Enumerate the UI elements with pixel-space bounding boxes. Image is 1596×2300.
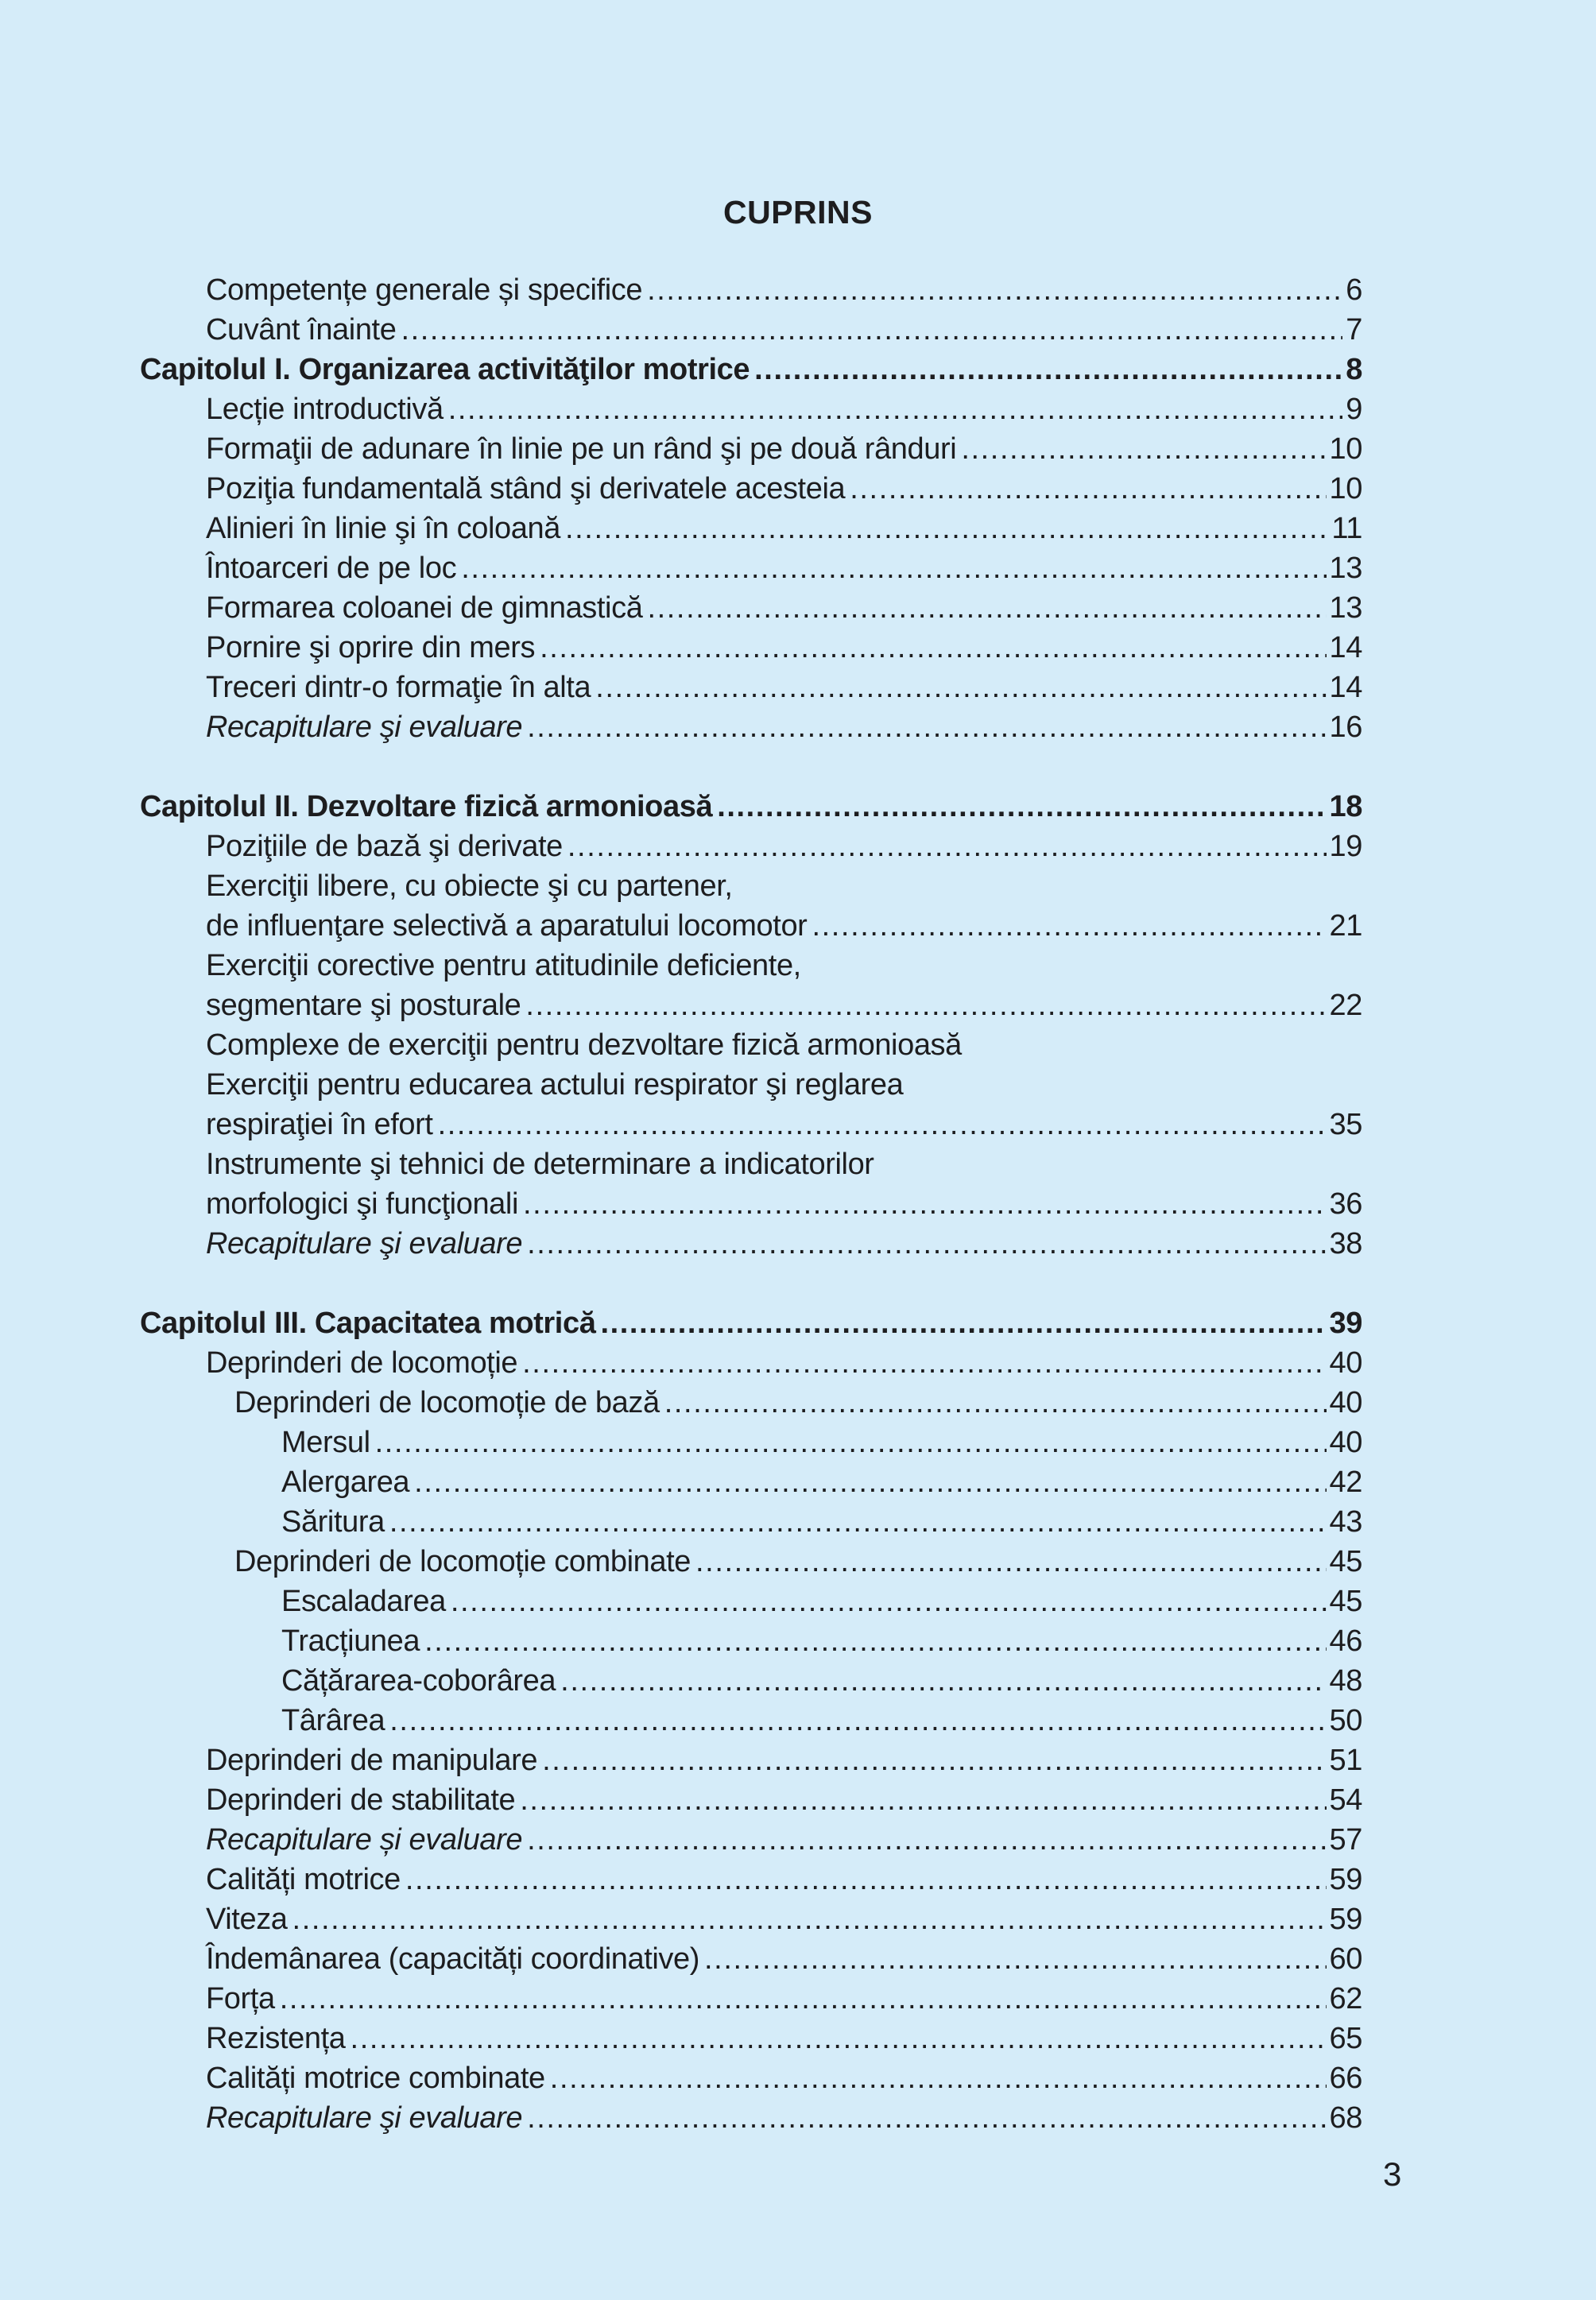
- toc-entry[interactable]: [206, 469, 1362, 509]
- toc-entry-page: 35: [1329, 1108, 1362, 1141]
- toc-recap-entry[interactable]: [206, 1820, 1362, 1860]
- dot-leader: [424, 1621, 1326, 1661]
- dot-leader: [438, 1105, 1327, 1144]
- toc-entry-title: Forța: [206, 1982, 275, 2015]
- dot-leader: [754, 350, 1342, 389]
- toc-entry[interactable]: [206, 2019, 1362, 2058]
- toc-entry[interactable]: [206, 1184, 1362, 1224]
- toc-entry[interactable]: [281, 1582, 1362, 1621]
- dot-leader: [565, 509, 1328, 548]
- toc-entry-page: 43: [1329, 1505, 1362, 1539]
- toc-entry[interactable]: [234, 1383, 1362, 1423]
- toc-entry-page: 48: [1329, 1664, 1362, 1698]
- toc-entry-line[interactable]: [206, 1065, 903, 1105]
- toc-entry-title: Lecție introductivă: [206, 393, 444, 426]
- toc-entry-title: Poziţiile de bază şi derivate: [206, 830, 563, 863]
- toc-entry[interactable]: [206, 668, 1362, 707]
- toc-chapter-entry[interactable]: [140, 787, 1362, 827]
- toc-entry-page: 40: [1329, 1346, 1362, 1380]
- toc-entry-page: 60: [1329, 1942, 1362, 1976]
- dot-leader: [550, 2058, 1327, 2098]
- toc-entry-page: 16: [1329, 711, 1362, 744]
- toc-entry[interactable]: [206, 2058, 1362, 2098]
- toc-entry-title: Deprinderi de manipulare: [206, 1744, 538, 1777]
- toc-entry[interactable]: [206, 588, 1362, 628]
- toc-entry-title: Alergarea: [281, 1466, 410, 1499]
- toc-recap-entry[interactable]: [206, 707, 1362, 747]
- toc-entry-title: Treceri dintr-o formaţie în alta: [206, 671, 591, 704]
- dot-leader: [664, 1383, 1327, 1423]
- page-number: 3: [1383, 2155, 1402, 2193]
- toc-entry-title: morfologici şi funcţionali: [206, 1187, 518, 1221]
- toc-entry-title: Recapitulare şi evaluare: [206, 1227, 523, 1260]
- toc-entry-page: 6: [1346, 273, 1362, 307]
- toc-entry[interactable]: [206, 1939, 1362, 1979]
- dot-leader: [414, 1462, 1326, 1502]
- toc-entry-title: Rezistența: [206, 2022, 346, 2055]
- dot-leader: [461, 548, 1326, 588]
- toc-entry[interactable]: [206, 310, 1362, 350]
- toc-entry-title: Tracțiunea: [281, 1624, 420, 1658]
- dot-leader: [961, 429, 1326, 469]
- toc-entry-title: Competențe generale și specifice: [206, 273, 643, 307]
- toc-entry-page: 13: [1329, 552, 1362, 585]
- toc-entry-page: 68: [1329, 2101, 1362, 2135]
- dot-leader: [401, 310, 1342, 350]
- toc-entry-page: 39: [1329, 1307, 1362, 1340]
- toc-entry-page: 59: [1329, 1903, 1362, 1936]
- toc-entry[interactable]: [206, 1899, 1362, 1939]
- dot-leader: [448, 389, 1343, 429]
- toc-entry-page: 40: [1329, 1386, 1362, 1419]
- dot-leader: [850, 469, 1326, 509]
- toc-entry-page: 50: [1329, 1704, 1362, 1737]
- toc-entry-line[interactable]: [206, 946, 801, 985]
- toc-entry[interactable]: [206, 628, 1362, 668]
- toc-entry[interactable]: [281, 1423, 1362, 1462]
- toc-entry-page: 59: [1329, 1863, 1362, 1896]
- toc-entry-page: 21: [1329, 909, 1362, 943]
- toc-chapter-entry[interactable]: [140, 1303, 1362, 1343]
- dot-leader: [600, 1303, 1326, 1343]
- toc-entry[interactable]: [206, 429, 1362, 469]
- dot-leader: [405, 1860, 1327, 1899]
- dot-leader: [812, 906, 1326, 946]
- dot-leader: [351, 2019, 1327, 2058]
- dot-leader: [695, 1542, 1327, 1582]
- toc-entry-title: Exerciţii pentru educarea actului respirator şi reglarea: [206, 1068, 904, 1102]
- dot-leader: [522, 1343, 1326, 1383]
- toc-entry-title: de influenţare selectivă a aparatului locomotor: [206, 909, 808, 943]
- dot-leader: [375, 1423, 1327, 1462]
- toc-entry[interactable]: [206, 906, 1362, 946]
- dot-leader: [647, 588, 1326, 628]
- toc-entry-page: 10: [1329, 432, 1362, 466]
- toc-entry-page: 51: [1329, 1744, 1362, 1777]
- toc-entry[interactable]: [281, 1701, 1362, 1740]
- toc-entry-page: 19: [1329, 830, 1362, 863]
- dot-leader: [647, 270, 1342, 310]
- toc-entry-page: 11: [1331, 512, 1362, 545]
- dot-leader: [527, 1224, 1326, 1264]
- dot-leader: [523, 1184, 1327, 1224]
- toc-entry[interactable]: [206, 1343, 1362, 1383]
- toc-recap-entry[interactable]: [206, 1224, 1362, 1264]
- toc-entry-title: Târârea: [281, 1704, 385, 1737]
- toc-entry-title: Capitolul III. Capacitatea motrică: [140, 1307, 596, 1340]
- toc-entry-title: Întoarceri de pe loc: [206, 552, 457, 585]
- dot-leader: [280, 1979, 1327, 2019]
- toc-entry-title: Pornire şi oprire din mers: [206, 631, 536, 664]
- page-title: CUPRINS: [722, 194, 874, 230]
- toc-entry[interactable]: [206, 1780, 1362, 1820]
- toc-recap-entry[interactable]: [206, 2098, 1362, 2138]
- toc-entry-title: Recapitulare şi evaluare: [206, 2101, 523, 2135]
- dot-leader: [595, 668, 1326, 707]
- toc-entry-title: Îndemânarea (capacități coordinative): [206, 1942, 699, 1976]
- toc-entry-page: 65: [1329, 2022, 1362, 2055]
- toc-entry-title: Calități motrice combinate: [206, 2062, 545, 2095]
- toc-entry-page: 10: [1329, 472, 1362, 505]
- toc-entry-title: respiraţiei în efort: [206, 1108, 433, 1141]
- toc-entry[interactable]: [206, 509, 1362, 548]
- dot-leader: [542, 1740, 1326, 1780]
- dot-leader: [568, 827, 1327, 866]
- toc-entry-page: 36: [1329, 1187, 1362, 1221]
- toc-entry[interactable]: [206, 1860, 1362, 1899]
- toc-entry-line[interactable]: [206, 1144, 874, 1184]
- toc-chapter-entry[interactable]: [140, 350, 1362, 389]
- toc-entry-page: 62: [1329, 1982, 1362, 2015]
- toc-entry-page: 42: [1329, 1466, 1362, 1499]
- toc-entry-line[interactable]: [206, 1025, 962, 1065]
- toc-entry[interactable]: [206, 1740, 1362, 1780]
- dot-leader: [451, 1582, 1327, 1621]
- toc-entry-title: Viteza: [206, 1903, 288, 1936]
- toc-entry-title: Complexe de exerciţii pentru dezvoltare fizică armonioasă: [206, 1028, 962, 1062]
- toc-entry[interactable]: [206, 1105, 1362, 1144]
- toc-entry-title: Capitolul II. Dezvoltare fizică armonioasă: [140, 790, 713, 823]
- toc-entry-title: segmentare şi posturale: [206, 989, 521, 1022]
- toc-entry-page: 38: [1329, 1227, 1362, 1260]
- toc-entry[interactable]: [206, 827, 1362, 866]
- dot-leader: [527, 2098, 1326, 2138]
- dot-leader: [389, 1502, 1327, 1542]
- toc-entry-title: Recapitulare și evaluare: [206, 1823, 523, 1857]
- toc-entry-title: Escaladarea: [281, 1585, 446, 1618]
- toc-entry-title: Alinieri în linie şi în coloană: [206, 512, 560, 545]
- toc-entry-title: Mersul: [281, 1426, 370, 1459]
- toc-entry-title: Deprinderi de locomoție de bază: [234, 1386, 660, 1419]
- toc-entry-title: Săritura: [281, 1505, 385, 1539]
- toc-entry-title: Calități motrice: [206, 1863, 401, 1896]
- toc-entry-page: 22: [1329, 989, 1362, 1022]
- dot-leader: [560, 1661, 1326, 1701]
- toc-entry-page: 66: [1329, 2062, 1362, 2095]
- toc-entry-line[interactable]: [206, 866, 733, 906]
- toc-entry-title: Capitolul I. Organizarea activităţilor motrice: [140, 353, 750, 386]
- toc-entry-page: 14: [1329, 671, 1362, 704]
- toc-entry-title: Exerciţii libere, cu obiecte şi cu partener,: [206, 869, 733, 903]
- toc-entry-page: 7: [1346, 313, 1362, 347]
- toc-entry[interactable]: [281, 1661, 1362, 1701]
- toc-entry-page: 45: [1329, 1585, 1362, 1618]
- toc-entry-title: Recapitulare şi evaluare: [206, 711, 523, 744]
- dot-leader: [525, 985, 1326, 1025]
- toc-entry-title: Poziţia fundamentală stând şi derivatele acesteia: [206, 472, 846, 505]
- toc-entry[interactable]: [281, 1621, 1362, 1661]
- toc-entry-title: Cățărarea-coborârea: [281, 1664, 556, 1698]
- dot-leader: [292, 1899, 1327, 1939]
- dot-leader: [717, 787, 1326, 827]
- dot-leader: [704, 1939, 1327, 1979]
- toc-entry-title: Instrumente şi tehnici de determinare a indicatorilor: [206, 1148, 874, 1181]
- toc-entry-title: Cuvânt înainte: [206, 313, 397, 347]
- toc-entry[interactable]: [206, 389, 1362, 429]
- toc-entry[interactable]: [206, 270, 1362, 310]
- toc-entry-title: Formaţii de adunare în linie pe un rând şi pe două rânduri: [206, 432, 957, 466]
- toc-entry-title: Exerciţii corective pentru atitudinile deficiente,: [206, 949, 801, 982]
- toc-entry-page: 8: [1346, 353, 1362, 386]
- toc-entry-page: 40: [1329, 1426, 1362, 1459]
- toc-entry[interactable]: [281, 1502, 1362, 1542]
- toc-entry-page: 13: [1329, 591, 1362, 625]
- toc-entry-page: 46: [1329, 1624, 1362, 1658]
- toc-entry-title: Deprinderi de locomoție combinate: [234, 1545, 691, 1578]
- toc-entry-page: 9: [1346, 393, 1362, 426]
- dot-leader: [527, 707, 1326, 747]
- dot-leader: [520, 1780, 1326, 1820]
- toc-entry-page: 14: [1329, 631, 1362, 664]
- toc-entry-title: Formarea coloanei de gimnastică: [206, 591, 643, 625]
- dot-leader: [389, 1701, 1326, 1740]
- toc-entry-title: Deprinderi de stabilitate: [206, 1783, 516, 1817]
- toc-entry[interactable]: [234, 1542, 1362, 1582]
- toc-entry[interactable]: [206, 548, 1362, 588]
- toc-entry[interactable]: [281, 1462, 1362, 1502]
- toc-entry-page: 18: [1329, 790, 1362, 823]
- dot-leader: [540, 628, 1326, 668]
- dot-leader: [527, 1820, 1326, 1860]
- toc-entry-title: Deprinderi de locomoție: [206, 1346, 518, 1380]
- toc-entry-page: 54: [1329, 1783, 1362, 1817]
- toc-entry-page: 57: [1329, 1823, 1362, 1857]
- toc-entry[interactable]: [206, 985, 1362, 1025]
- toc-entry[interactable]: [206, 1979, 1362, 2019]
- toc-entry-page: 45: [1329, 1545, 1362, 1578]
